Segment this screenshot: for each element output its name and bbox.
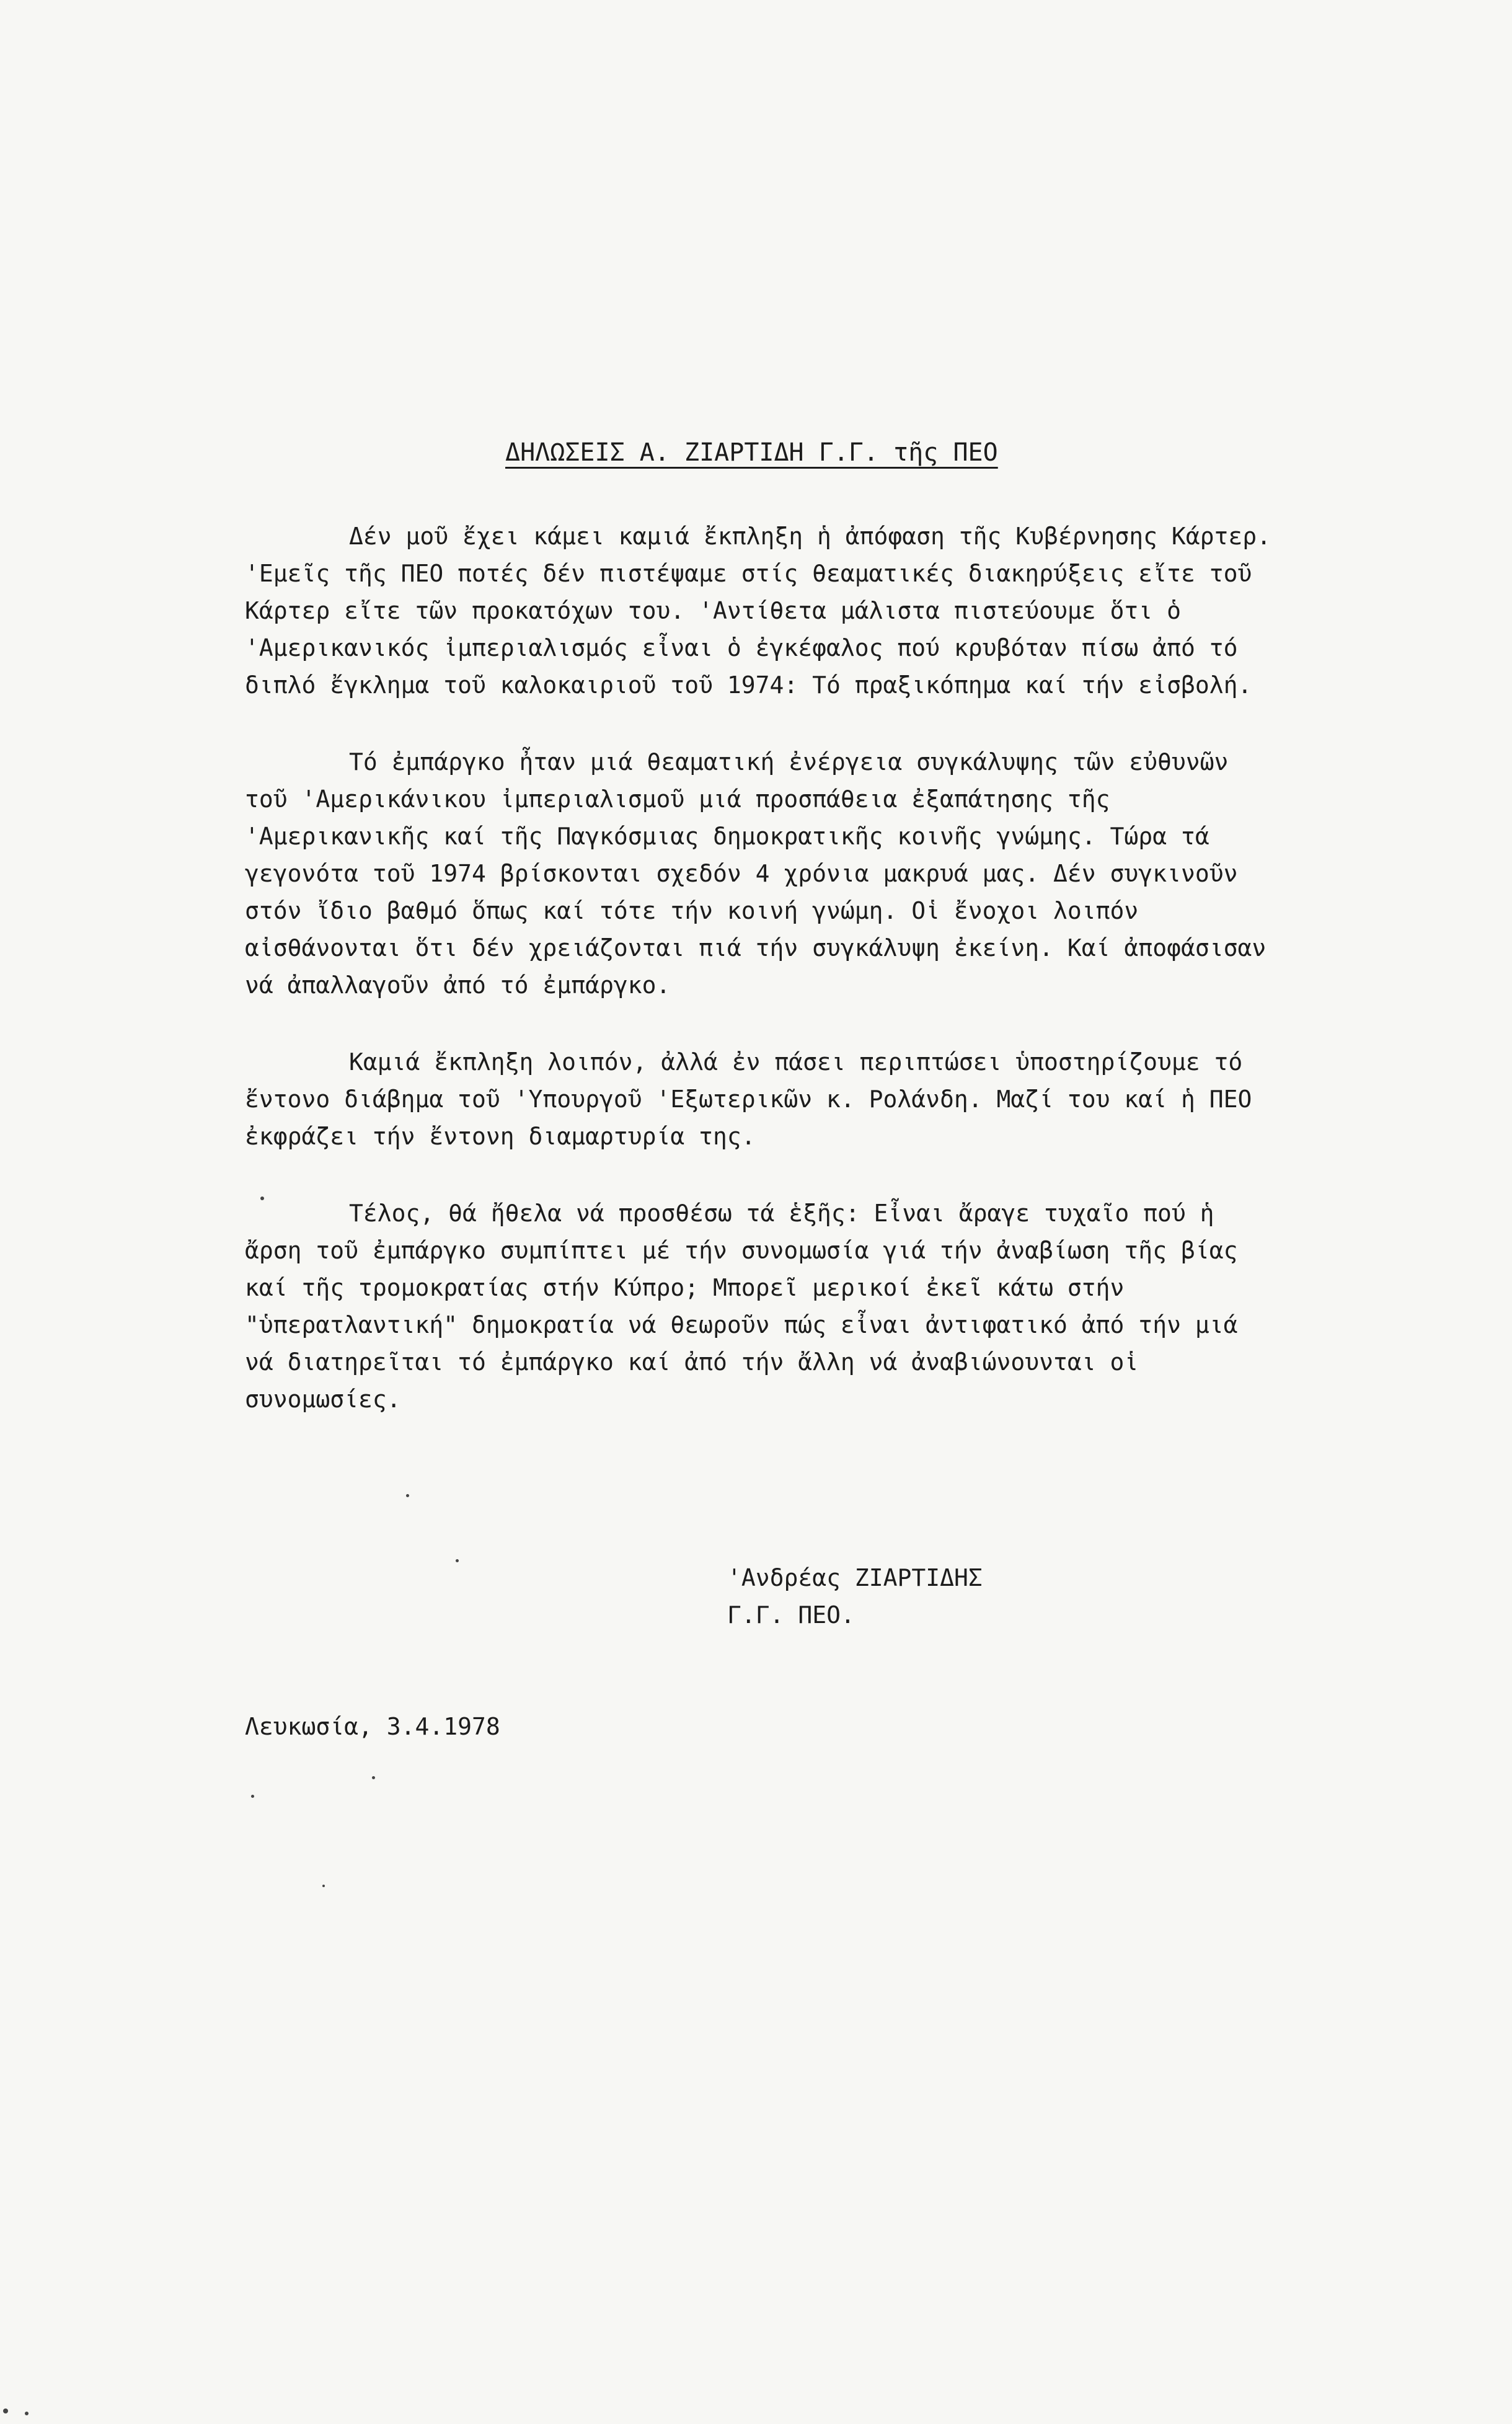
paragraph-4: Τέλος, θά ἤθελα νά προσθέσω τά ἑξῆς: Εἶναι ἄραγε τυχαῖο πού ἡ ἄρση τοῦ ἐμπάργκο συμπίπτει μέ τήν συνομωσία γιά τήν ἀναβίωση τῆς βίας καί τῆς τρομοκρατίας στήν Κύπρο; Μπορεῖ μερικοί ἐκεῖ κάτω στήν "ὑπερατλαντική" δημοκρατία νά θεωροῦν πώς εἶναι ἀντιφατικό ἀπό τήν μιά νά διατηρεῖται τό ἐμπάργκο καί ἀπό τήν ἄλλη νά ἀναβιώνουνται οἱ συνομωσίες. xyxy=(245,1200,1238,1413)
scan-speck xyxy=(251,1795,254,1798)
signatory-name: 'Ανδρέας ΖΙΑΡΤΙΔΗΣ xyxy=(727,1564,983,1591)
scan-speck xyxy=(25,2412,29,2415)
scan-speck xyxy=(3,2409,8,2413)
scan-speck xyxy=(260,1197,264,1200)
signatory-role: Γ.Γ. ΠΕΟ. xyxy=(727,1601,855,1629)
paragraph-3: Καμιά ἔκπληξη λοιπόν, ἀλλά ἐν πάσει περιπτώσει ὑποστηρίζουμε τό ἔντονο διάβημα τοῦ 'Υπουργοῦ 'Εξωτερικῶν κ. Ρολάνδη. Μαζί του καί ἡ ΠΕΟ ἐκφράζει τήν ἔντονη διαμαρτυρία της. xyxy=(245,1048,1252,1150)
document-title: ΔΗΛΩΣΕΙΣ Α. ΖΙΑΡΤΙΔΗ Γ.Γ. τῆς ΠΕΟ xyxy=(505,438,998,467)
scan-speck xyxy=(322,1885,325,1887)
scan-speck xyxy=(456,1559,459,1562)
paragraph-2: Τό ἐμπάργκο ἦταν μιά θεαματική ἐνέργεια συγκάλυψης τῶν εὐθυνῶν τοῦ 'Αμερικάνικου ἰμπεριαλισμοῦ μιά προσπάθεια ἐξαπάτησης τῆς 'Αμερικανικῆς καί τῆς Παγκόσμιας δημοκρατικῆς κοινῆς γνώμης. Τώρα τά γεγονότα τοῦ 1974 βρίσκονται σχεδόν 4 χρόνια μακρυά μας. Δέν συγκινοῦν στόν ἴδιο βαθμό ὅπως καί τότε τήν κοινή γνώμη. Οἱ ἔνοχοι λοιπόν αἰσθάνονται ὅτι δέν χρειάζονται πιά τήν συγκάλυψη ἐκείνη. Καί ἀποφάσισαν νά ἀπαλλαγοῦν ἀπό τό ἐμπάργκο. xyxy=(245,748,1267,999)
document-body xyxy=(245,518,1280,1457)
scan-speck xyxy=(372,1776,375,1779)
place-date: Λευκωσία, 3.4.1978 xyxy=(245,1713,500,1740)
scan-speck xyxy=(406,1494,409,1497)
signature-block xyxy=(727,1559,983,1634)
paragraph-1: Δέν μοῦ ἔχει κάμει καμιά ἔκπληξη ἡ ἀπόφαση τῆς Κυβέρνησης Κάρτερ. 'Εμεῖς τῆς ΠΕΟ ποτές δέν πιστέψαμε στίς θεαματικές διακηρύξεις εἴτε τοῦ Κάρτερ εἴτε τῶν προκατόχων του. 'Αντίθετα μάλιστα πιστεύουμε ὅτι ὁ 'Αμερικανικός ἰμπεριαλισμός εἶναι ὁ ἐγκέφαλος πού κρυβόταν πίσω ἀπό τό διπλό ἔγκλημα τοῦ καλοκαιριοῦ τοῦ 1974: Τό πραξικόπημα καί τήν εἰσβολή. xyxy=(245,523,1271,699)
